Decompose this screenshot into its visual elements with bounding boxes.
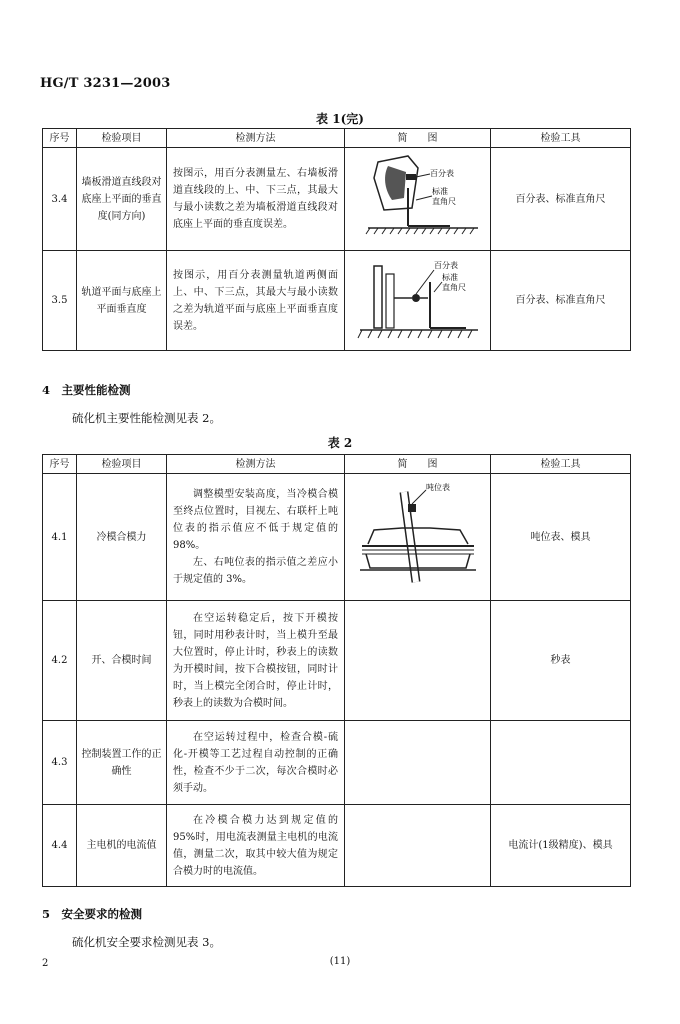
fig-label-standard: 标准: [431, 187, 448, 196]
table1: [42, 128, 631, 351]
row-item: 轨道平面与底座上平面垂直度: [77, 251, 167, 351]
header-no: 序号: [43, 129, 77, 148]
table-row: [43, 721, 631, 805]
table-row: [43, 474, 631, 601]
row-method: 按图示，用百分表测量轨道两侧面上、中、下三点，其最大与最小读数之差为轨道平面与底座上平面垂直度误差。: [167, 251, 345, 351]
row-item: 开、合模时间: [77, 601, 167, 721]
table1-header-row: [43, 129, 631, 148]
row-no: 4.4: [43, 805, 77, 887]
method-paragraph: 在冷模合模力达到规定值的 95%时，用电流表测量主电机的电流值，测量二次，取其中较大值为规定合模力时的电流值。: [173, 814, 338, 877]
figure-cell: [345, 721, 491, 805]
fig-label-dial-indicator: 百分表: [429, 169, 454, 178]
standard-code: HG/T 3231—2003: [40, 76, 171, 91]
fig-label-standard: 标准: [441, 272, 458, 282]
clamping-force-diagram: [348, 478, 488, 590]
table1-caption: 表 1(完): [316, 112, 364, 126]
figure-cell: [345, 601, 491, 721]
table-row: [43, 805, 631, 887]
table2-header-row: [43, 455, 631, 474]
table-row: [43, 148, 631, 251]
row-method: 按图示，用百分表测量左、右墙板滑道直线段的上、中、下三点，其最大与最小读数之差为墙板滑道直线段对底座上平面的垂直度误差。: [167, 148, 345, 251]
fig-label-square: 直角尺: [441, 282, 466, 292]
page-sequence: (11): [329, 956, 351, 967]
header-figure: 简 图: [345, 455, 491, 474]
table2: [42, 454, 631, 887]
figure-cell: [345, 805, 491, 887]
row-item: 冷模合模力: [77, 474, 167, 601]
header-tool: 检验工具: [491, 455, 631, 474]
row-tool: 百分表、标准直角尺: [491, 148, 631, 251]
figure-cell: [345, 148, 491, 251]
header-tool: 检验工具: [491, 129, 631, 148]
row-tool: 吨位表、模具: [491, 474, 631, 601]
table-row: [43, 251, 631, 351]
fig-label-dial-indicator: 百分表: [433, 260, 458, 270]
row-tool: [491, 721, 631, 805]
row-no: 4.3: [43, 721, 77, 805]
method-paragraph: 在空运转过程中，检查合模-硫化-开模等工艺过程自动控制的正确性，检查不少于二次，每次合模时必须手动。: [173, 731, 338, 794]
section-4-intro: 硫化机主要性能检测见表 2。: [72, 411, 221, 425]
section-4-heading: 4 主要性能检测: [42, 383, 131, 397]
row-method: [167, 601, 345, 721]
method-paragraph-2: 左、右吨位表的指示值之差应小于规定值的 3%。: [173, 557, 338, 585]
wallboard-verticality-diagram: [348, 148, 488, 244]
header-figure: 简 图: [345, 129, 491, 148]
row-tool: 秒表: [491, 601, 631, 721]
header-no: 序号: [43, 455, 77, 474]
row-method: [167, 721, 345, 805]
header-method: 检测方法: [167, 455, 345, 474]
row-tool: 百分表、标准直角尺: [491, 251, 631, 351]
method-paragraph-1: 调整模型安装高度，当冷模合模至终点位置时，目视左、右联杆上吨位表的指示值应不低于规定值的 98%。: [173, 489, 338, 551]
section-5-heading: 5 安全要求的检测: [42, 907, 143, 921]
header-method: 检测方法: [167, 129, 345, 148]
table2-caption: 表 2: [327, 436, 353, 450]
row-item: 墙板滑道直线段对底座上平面的垂直度(同方向): [77, 148, 167, 251]
row-method: [167, 805, 345, 887]
row-item: 主电机的电流值: [77, 805, 167, 887]
row-no: 3.4: [43, 148, 77, 251]
row-no: 3.5: [43, 251, 77, 351]
page-number: 2: [42, 958, 49, 969]
rail-verticality-diagram: [348, 252, 488, 344]
header-item: 检验项目: [77, 455, 167, 474]
figure-cell: [345, 474, 491, 601]
row-no: 4.2: [43, 601, 77, 721]
table-row: [43, 601, 631, 721]
figure-cell: [345, 251, 491, 351]
fig-label-tonnage-gauge: 吨位表: [425, 483, 450, 492]
row-item: 控制装置工作的正确性: [77, 721, 167, 805]
row-method: [167, 474, 345, 601]
row-no: 4.1: [43, 474, 77, 601]
section-5-intro: 硫化机安全要求检测见表 3。: [72, 935, 221, 949]
fig-label-square: 直角尺: [431, 197, 456, 206]
header-item: 检验项目: [77, 129, 167, 148]
method-paragraph: 在空运转稳定后，按下开模按钮，同时用秒表计时，当上模升至最大位置时，停止计时，秒表上的读数为开模时间，按下合模按钮，同时计时，当上模完全闭合时，停止计时，秒表上的读数为合模时间。: [173, 612, 338, 709]
row-tool: 电流计(1级精度)、模具: [491, 805, 631, 887]
